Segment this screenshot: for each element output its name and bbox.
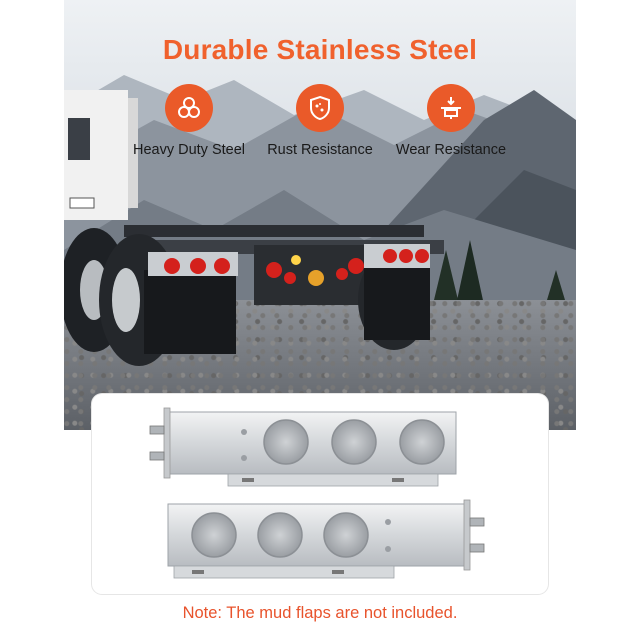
feature-label: Rust Resistance [267,142,373,158]
pipes-icon [165,84,213,132]
top-light-bar [150,408,456,486]
disclaimer-note: Note: The mud flaps are not included. [182,604,458,622]
feature-wear-resistance [376,84,526,158]
bottom-light-bar [168,500,484,578]
feature-label: Wear Resistance [395,142,507,158]
headline: Durable Stainless Steel [162,34,478,65]
feature-label: Heavy Duty Steel [132,142,246,158]
feature-heavy-duty [114,84,264,158]
compress-icon [427,84,475,132]
feature-list [64,84,576,174]
light-bar-drawing [92,394,548,594]
product-panel [92,394,548,594]
feature-rust-resistance [245,84,395,158]
shield-icon [296,84,344,132]
